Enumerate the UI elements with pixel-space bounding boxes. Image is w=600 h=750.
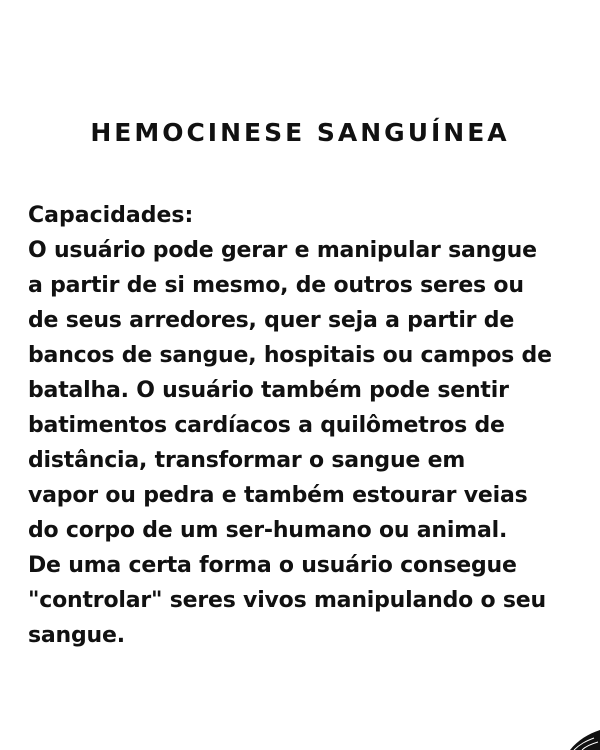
text-line: distância, transformar o sangue em bbox=[28, 448, 466, 473]
text-line: "controlar" seres vivos manipulando o seu bbox=[28, 588, 546, 613]
text-line: de seus arredores, quer seja a partir de bbox=[28, 308, 515, 333]
corner-ink-sketch bbox=[564, 724, 600, 750]
text-line: a partir de si mesmo, de outros seres ou bbox=[28, 273, 524, 298]
text-line: batalha. O usuário também pode sentir bbox=[28, 378, 509, 403]
page-title: HEMOCINESE SANGUÍNEA bbox=[90, 118, 510, 147]
text-line: De uma certa forma o usuário consegue bbox=[28, 553, 517, 578]
text-line: bancos de sangue, hospitais ou campos de bbox=[28, 343, 552, 368]
section-heading: Capacidades: bbox=[28, 203, 194, 228]
text-line: sangue. bbox=[28, 623, 125, 648]
text-line: vapor ou pedra e também estourar veias bbox=[28, 483, 528, 508]
text-line: do corpo de um ser-humano ou animal. bbox=[28, 518, 508, 543]
text-line: O usuário pode gerar e manipular sangue bbox=[28, 238, 537, 263]
body-text-block bbox=[28, 198, 580, 653]
text-line: batimentos cardíacos a quilômetros de bbox=[28, 413, 505, 438]
